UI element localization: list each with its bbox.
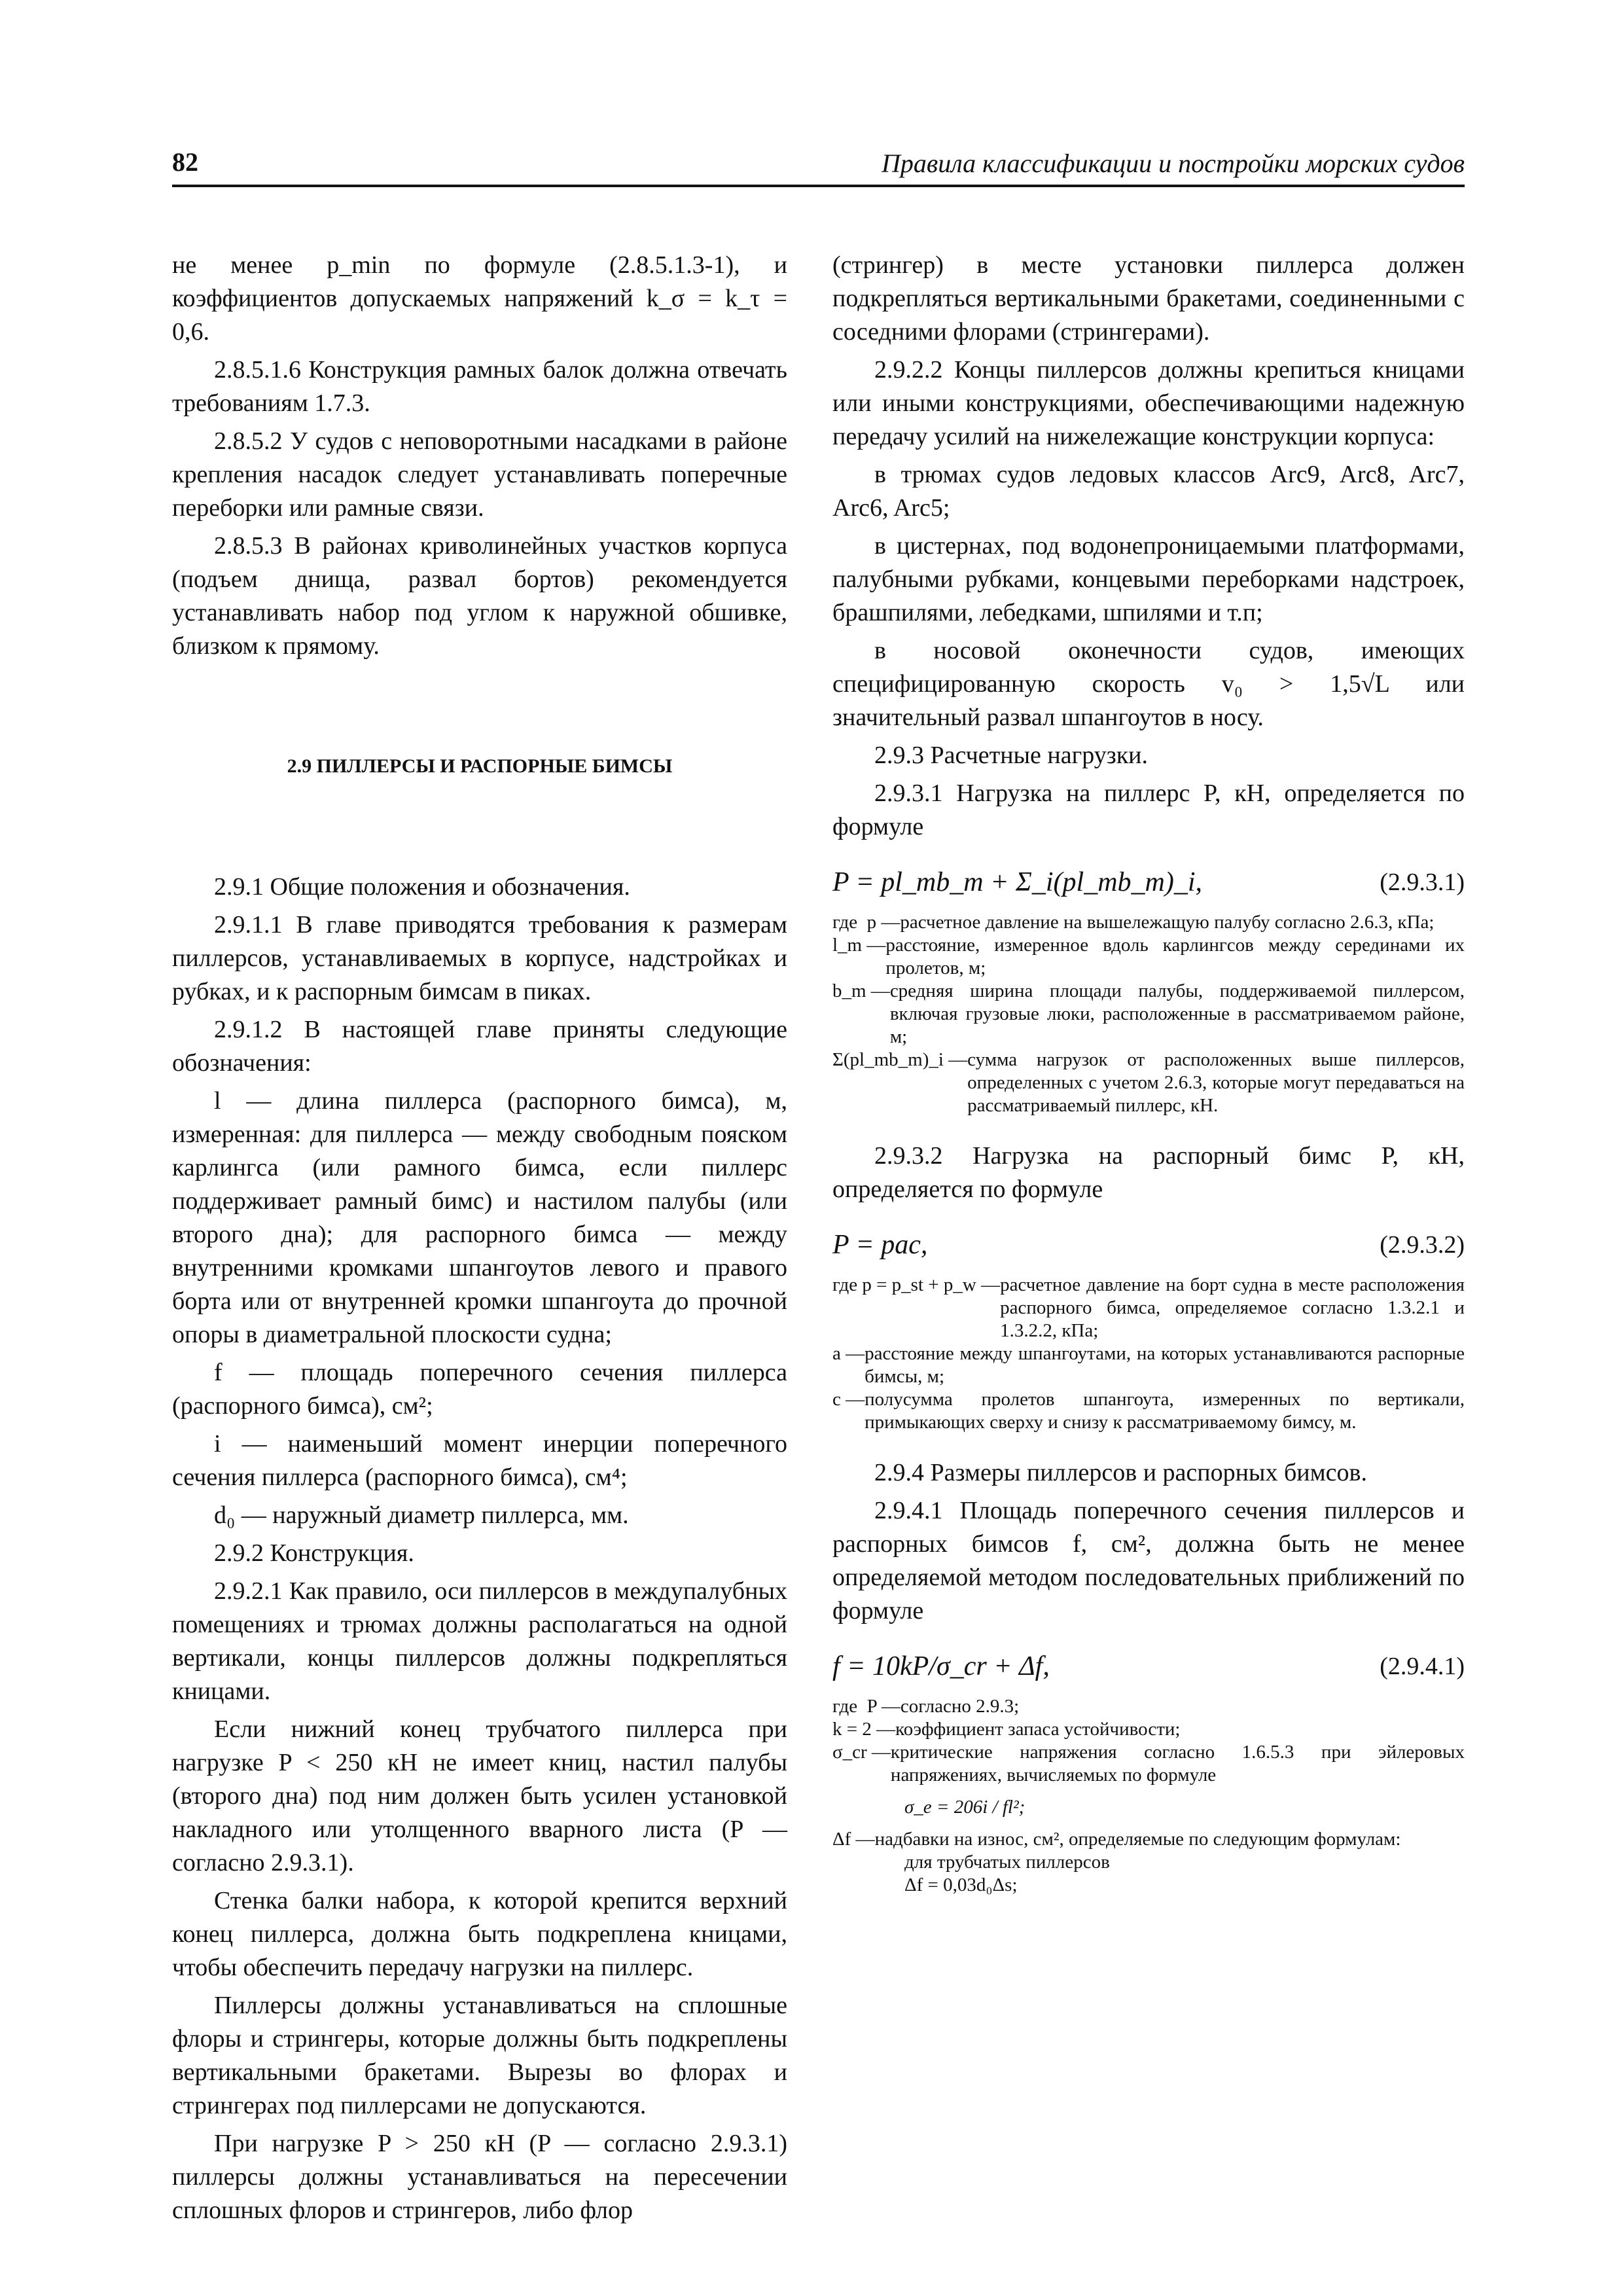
definition-row — [832, 1388, 1465, 1434]
paragraph: в трюмах судов ледовых классов Arc9, Arc8, Arc7, Arc6, Arc5; — [832, 461, 1465, 522]
subsection-heading: 2.9.2 Конструкция. — [214, 1539, 414, 1567]
meaning: расчетное давление на борт судна в месте расположения распорного бимса, определяемое согласно 1.3.2.1 и 1.3.2.2, кПа; — [1000, 1274, 1465, 1341]
symbol: b_m — — [832, 980, 890, 1001]
symbol: a — — [832, 1343, 865, 1364]
paragraph: 2.8.5.3 В районах криволинейных участков корпуса (подъем днища, развал бортов) рекомендуется устанавливать набор под углом к наружной обшивке, близком к прямому. — [172, 532, 787, 660]
subsection-heading: 2.9.3 Расчетные нагрузки. — [874, 742, 1149, 769]
formula-number: (2.9.3.1) — [1380, 869, 1465, 896]
symbol: Δf — — [832, 1829, 875, 1850]
formula-definitions — [832, 1274, 1465, 1434]
definition-row — [832, 1741, 1465, 1787]
formula-definitions — [832, 911, 1465, 1117]
paragraph: 2.9.3.2 Нагрузка на распорный бимс P, кН, определяется по формуле — [832, 1142, 1465, 1203]
paragraph: 2.8.5.1.6 Конструкция рамных балок должна отвечать требованиям 1.7.3. — [172, 356, 787, 417]
paragraph: При нагрузке P > 250 кН (P — согласно 2.9.3.1) пиллерсы должны устанавливаться на пересечении сплошных флоров и стрингеров, либо флор — [172, 2130, 787, 2224]
definition-row — [832, 1828, 1465, 1851]
left-column — [172, 249, 787, 2232]
meaning: расстояние между шпангоутами, на которых устанавливаются распорные бимсы, м; — [865, 1343, 1465, 1387]
definition: i — наименьший момент инерции поперечного сечения пиллерса (распорного бимса), см⁴; — [172, 1430, 787, 1491]
formula-2-9-4-1 — [832, 1650, 1465, 1683]
paragraph: 2.9.3.1 Нагрузка на пиллерс P, кН, определяется по формуле — [832, 780, 1465, 840]
definition-row — [832, 1695, 1465, 1718]
symbol: c — — [832, 1389, 865, 1410]
formula-note: для трубчатых пиллерсов — [904, 1852, 1110, 1873]
meaning: коэффициент запаса устойчивости; — [895, 1719, 1181, 1740]
symbol: σ_cr — — [832, 1742, 891, 1763]
page-header — [172, 144, 1465, 187]
definition-row — [832, 1049, 1465, 1117]
formula-2-9-3-1 — [832, 866, 1465, 899]
right-column — [832, 249, 1465, 1919]
paragraph: (стрингер) в месте установки пиллерса должен подкрепляться вертикальными бракетами, соединенными с соседними флорами (стрингерами). — [832, 251, 1465, 346]
formula-note: Δf = 0,03d₀Δs; — [904, 1874, 1018, 1895]
subsection-heading: 2.9.1 Общие положения и обозначения. — [214, 873, 630, 901]
paragraph: 2.9.2.1 Как правило, оси пиллерсов в междупалубных помещениях и трюмах должны располагаться на одной вертикали, концы пиллерсов должны подкрепляться кницами. — [172, 1577, 787, 1705]
symbol: где P — — [832, 1696, 901, 1717]
paragraph: не менее p_min по формуле (2.8.5.1.3-1), и коэффициентов допускаемых напряжений k_σ = k_τ = 0,6. — [172, 251, 787, 346]
definition: f — площадь поперечного сечения пиллерса (распорного бимса), см²; — [172, 1359, 787, 1420]
meaning: расстояние, измеренное вдоль карлингсов между серединами их пролетов, м; — [885, 935, 1465, 978]
meaning: полусумма пролетов шпангоута, измеренных по вертикали, примыкающих сверху и снизу к рассматриваемому бимсу, м. — [865, 1389, 1465, 1433]
definition-row — [832, 980, 1465, 1049]
paragraph: в носовой оконечности судов, имеющих специфицированную скорость v₀ > 1,5√L или значительный развал шпангоутов в носу. — [832, 637, 1465, 731]
formula-expression: f = 10kP/σ_cr + Δf, — [832, 1651, 1050, 1681]
definition-row — [832, 911, 1465, 934]
formula-number: (2.9.4.1) — [1380, 1653, 1465, 1680]
formula-expression: P = pl_mb_m + Σ_i(pl_mb_m)_i, — [832, 867, 1203, 897]
definition: l — длина пиллерса (распорного бимса), м, измеренная: для пиллерса — между свободным пояском карлингса (или рамного бимса, если пиллерс поддерживает рамный бимс) и настилом палубы (или второго дна); для распорного бимса — между внутренними кромками шпангоутов левого и правого борта или от внутренней кромки шпангоута до прочной опоры в диаметральной плоскости судна; — [172, 1087, 787, 1348]
formula-expression: P = pac, — [832, 1230, 928, 1260]
euler-formula: σ_e = 206i / fl²; — [904, 1797, 1026, 1818]
meaning: надбавки на износ, см², определяемые по следующим формулам: — [874, 1829, 1401, 1850]
meaning: сумма нагрузок от расположенных выше пиллерсов, определенных с учетом 2.6.3, которые могут передаваться на рассматриваемый пиллерс, кН. — [967, 1049, 1465, 1116]
definition-row — [832, 1274, 1465, 1342]
symbol: где p = p_st + p_w — — [832, 1274, 1001, 1295]
formula-number: (2.9.3.2) — [1380, 1231, 1465, 1259]
meaning: средняя ширина площади палубы, поддерживаемой пиллерсом, включая грузовые люки, расположенные в рассматриваемом районе, м; — [889, 980, 1465, 1047]
symbol: l_m — — [832, 935, 886, 956]
running-title: Правила классификации и постройки морских судов — [881, 149, 1465, 178]
formula-2-9-3-2 — [832, 1229, 1465, 1262]
meaning: согласно 2.9.3; — [900, 1696, 1020, 1717]
paragraph: 2.8.5.2 У судов с неповоротными насадками в районе крепления насадок следует устанавливать поперечные переборки или рамные связи. — [172, 427, 787, 522]
definition: d₀ — наружный диаметр пиллерса, мм. — [214, 1501, 629, 1529]
paragraph: 2.9.4.1 Площадь поперечного сечения пиллерсов и распорных бимсов f, см², должна быть не менее определяемой методом последовательных приближений по формуле — [832, 1497, 1465, 1624]
symbol: где p — — [832, 912, 901, 933]
paragraph: в цистернах, под водонепроницаемыми платформами, палубными рубками, концевыми переборками надстроек, брашпилями, лебедками, шпилями и т.п; — [832, 532, 1465, 626]
definition-row — [832, 1342, 1465, 1388]
page-number: 82 — [172, 147, 198, 177]
paragraph: Если нижний конец трубчатого пиллерса при нагрузке P < 250 кН не имеет книц, настил палубы (второго дна) под ним должен быть усилен установкой накладного или утолщенного вварного листа (P — согласно 2.9.3.1). — [172, 1715, 787, 1876]
definition-row — [832, 1718, 1465, 1741]
paragraph: 2.9.1.2 В настоящей главе приняты следующие обозначения: — [172, 1016, 787, 1077]
meaning: критические напряжения согласно 1.6.5.3 при эйлеровых напряжениях, вычисляемых по формуле — [890, 1742, 1465, 1785]
paragraph: Стенка балки набора, к которой крепится верхний конец пиллерса, должна быть подкреплена кницами, чтобы обеспечить передачу нагрузки на пиллерс. — [172, 1887, 787, 1981]
paragraph: 2.9.1.1 В главе приводятся требования к размерам пиллерсов, устанавливаемых в корпусе, надстройках и рубках, и к распорным бимсам в пиках. — [172, 911, 787, 1005]
paragraph: Пиллерсы должны устанавливаться на сплошные флоры и стрингеры, которые должны быть подкреплены вертикальными бракетами. Вырезы во флорах и стрингерах под пиллерсами не допускаются. — [172, 1992, 787, 2119]
section-title: 2.9 ПИЛЛЕРСЫ И РАСПОРНЫЕ БИМСЫ — [287, 755, 673, 777]
meaning: расчетное давление на вышележащую палубу согласно 2.6.3, кПа; — [900, 912, 1435, 933]
symbol: Σ(pl_mb_m)_i — — [832, 1049, 968, 1070]
paragraph: 2.9.2.2 Концы пиллерсов должны крепиться кницами или иными конструкциями, обеспечивающими надежную передачу усилий на нижележащие конструкции корпуса: — [832, 356, 1465, 450]
formula-definitions — [832, 1695, 1465, 1897]
definition-row — [832, 934, 1465, 980]
symbol: k = 2 — — [832, 1719, 896, 1740]
subsection-heading: 2.9.4 Размеры пиллерсов и распорных бимсов. — [874, 1459, 1367, 1486]
